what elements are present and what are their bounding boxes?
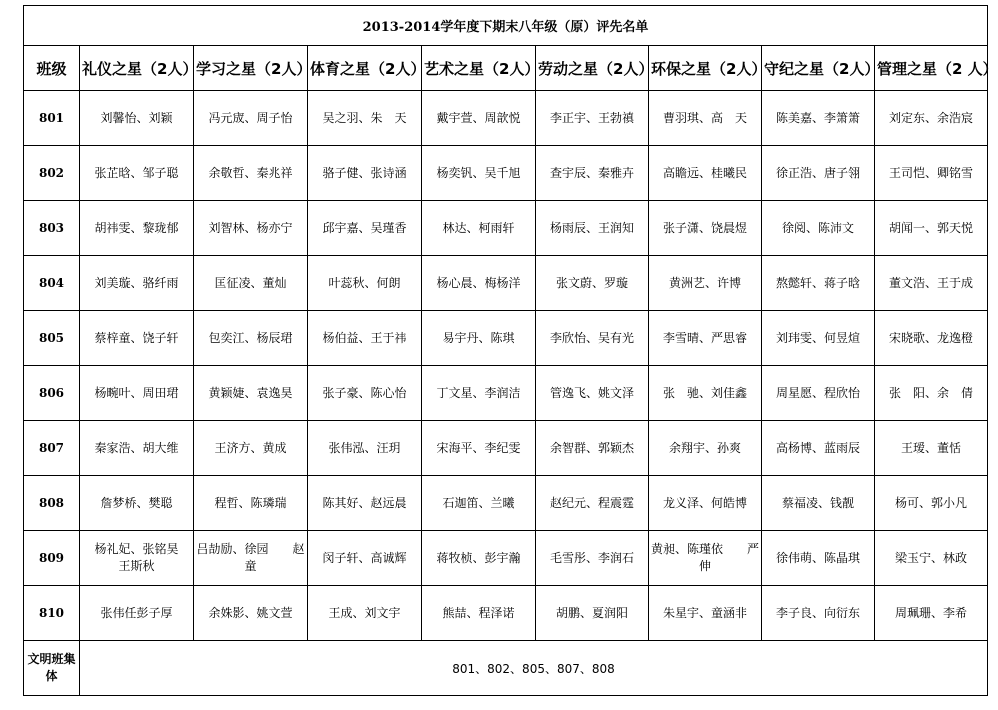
table-row: [24, 256, 988, 311]
award-names-cell: 匡征凌、董灿: [194, 256, 308, 311]
award-names-cell: 刘玮雯、何昱煊: [762, 311, 875, 366]
category-header: 劳动之星（2人）: [536, 46, 649, 91]
award-names-cell: 龙义泽、何皓博: [649, 476, 762, 531]
award-names-cell: 余敬哲、秦兆祥: [194, 146, 308, 201]
table-row: [24, 586, 988, 641]
award-names-cell: 毛雪彤、李润石: [536, 531, 649, 586]
award-names-cell: 杨礼妃、张铭昊 王斯秋: [80, 531, 194, 586]
award-names-cell: 杨奕钒、吴千旭: [422, 146, 536, 201]
award-names-cell: 查宇辰、秦雅卉: [536, 146, 649, 201]
award-names-cell: 徐阅、陈沛文: [762, 201, 875, 256]
table-row: [24, 91, 988, 146]
award-names-cell: 张芷晗、邹子聪: [80, 146, 194, 201]
class-number: 802: [24, 146, 80, 201]
award-names-cell: 李雪晴、严思睿: [649, 311, 762, 366]
class-number: 804: [24, 256, 80, 311]
category-header: 管理之星（2 人）: [875, 46, 988, 91]
award-names-cell: 张伟泓、汪玥: [308, 421, 422, 476]
civil-class-list: 801、802、805、807、808: [80, 641, 988, 696]
award-names-cell: 张伟任彭子厚: [80, 586, 194, 641]
award-names-cell: 张子潇、饶晨煜: [649, 201, 762, 256]
award-names-cell: 李正宇、王勃禛: [536, 91, 649, 146]
award-names-cell: 林达、柯雨轩: [422, 201, 536, 256]
class-number: 807: [24, 421, 80, 476]
category-header: 守纪之星（2人）: [762, 46, 875, 91]
award-names-cell: 刘馨怡、刘颖: [80, 91, 194, 146]
award-names-cell: 熬懿轩、蒋子晗: [762, 256, 875, 311]
award-names-cell: 胡闻一、郭天悦: [875, 201, 988, 256]
award-names-cell: 包奕江、杨辰珺: [194, 311, 308, 366]
award-names-cell: 王成、刘文宇: [308, 586, 422, 641]
award-names-cell: 刘定东、余浩宸: [875, 91, 988, 146]
category-header: 环保之星（2人）: [649, 46, 762, 91]
award-names-cell: 杨伯益、王于祎: [308, 311, 422, 366]
class-number: 808: [24, 476, 80, 531]
award-names-cell: 张子豪、陈心怡: [308, 366, 422, 421]
civil-class-row: [24, 641, 988, 696]
class-number: 810: [24, 586, 80, 641]
table-row: [24, 201, 988, 256]
award-names-cell: 闵子轩、高诚辉: [308, 531, 422, 586]
award-names-cell: 詹梦桥、樊聪: [80, 476, 194, 531]
award-names-cell: 朱星宇、童涵非: [649, 586, 762, 641]
category-header: 艺术之星（2人）: [422, 46, 536, 91]
award-names-cell: 周珮珊、李希: [875, 586, 988, 641]
award-names-cell: 刘智林、杨亦宁: [194, 201, 308, 256]
award-names-cell: 高杨博、蓝雨辰: [762, 421, 875, 476]
category-header: 学习之星（2人）: [194, 46, 308, 91]
award-names-cell: 冯元宬、周子怡: [194, 91, 308, 146]
award-names-cell: 秦家浩、胡大维: [80, 421, 194, 476]
table-row: [24, 421, 988, 476]
award-names-cell: 蒋牧桢、彭宇瀚: [422, 531, 536, 586]
award-names-cell: 黄颖婕、袁逸昊: [194, 366, 308, 421]
award-names-cell: 吴之羽、朱 天: [308, 91, 422, 146]
award-names-cell: 张文蔚、罗璇: [536, 256, 649, 311]
sheet-title: 2013-2014学年度下期末八年级（原）评先名单: [24, 6, 988, 46]
award-sheet: [23, 5, 998, 696]
header-row: [24, 46, 988, 91]
class-number: 801: [24, 91, 80, 146]
award-names-cell: 余姝影、姚文萱: [194, 586, 308, 641]
class-header: 班级: [24, 46, 80, 91]
award-names-cell: 石迦笛、兰曦: [422, 476, 536, 531]
table-row: [24, 531, 988, 586]
category-header: 礼仪之星（2人）: [80, 46, 194, 91]
award-names-cell: 程哲、陈璘瑞: [194, 476, 308, 531]
award-names-cell: 张 阳、余 倩: [875, 366, 988, 421]
award-names-cell: 徐正浩、唐子翎: [762, 146, 875, 201]
title-row: [24, 6, 988, 46]
award-names-cell: 杨心晨、梅杨洋: [422, 256, 536, 311]
award-names-cell: 胡祎雯、黎珑郁: [80, 201, 194, 256]
award-names-cell: 杨可、郭小凡: [875, 476, 988, 531]
award-names-cell: 宋海平、李纪雯: [422, 421, 536, 476]
award-names-cell: 蔡福凌、钱靓: [762, 476, 875, 531]
award-names-cell: 李子良、向衍东: [762, 586, 875, 641]
award-names-cell: 骆子健、张诗涵: [308, 146, 422, 201]
award-names-cell: 周星愿、程欣怡: [762, 366, 875, 421]
award-names-cell: 邱宇嘉、吴瑾香: [308, 201, 422, 256]
award-names-cell: 管逸飞、姚文泽: [536, 366, 649, 421]
award-names-cell: 戴宇萱、周歆悦: [422, 91, 536, 146]
award-names-cell: 杨雨辰、王润知: [536, 201, 649, 256]
award-names-cell: 余翔宇、孙爽: [649, 421, 762, 476]
award-names-cell: 杨畹叶、周田珺: [80, 366, 194, 421]
class-number: 803: [24, 201, 80, 256]
table-row: [24, 366, 988, 421]
award-names-cell: 王司恺、卿铭雪: [875, 146, 988, 201]
award-names-cell: 胡鹏、夏润阳: [536, 586, 649, 641]
award-names-cell: 徐伟萌、陈晶琪: [762, 531, 875, 586]
award-table: [23, 5, 998, 696]
award-names-cell: 宋晓歌、龙逸橙: [875, 311, 988, 366]
award-names-cell: 董文浩、王于成: [875, 256, 988, 311]
civil-class-label: 文明班集体: [24, 641, 80, 696]
class-number: 806: [24, 366, 80, 421]
award-names-cell: 黄洲艺、许博: [649, 256, 762, 311]
class-number: 805: [24, 311, 80, 366]
award-names-cell: 吕劼励、徐园 赵童: [194, 531, 308, 586]
award-names-cell: 余智群、郭颖杰: [536, 421, 649, 476]
award-names-cell: 王济方、黄成: [194, 421, 308, 476]
award-names-cell: 丁文星、李润洁: [422, 366, 536, 421]
award-names-cell: 梁玉宁、林政: [875, 531, 988, 586]
award-names-cell: 曹羽琪、高 天: [649, 91, 762, 146]
category-header: 体育之星（2人）: [308, 46, 422, 91]
award-names-cell: 李欣怡、吴有光: [536, 311, 649, 366]
award-names-cell: 陈美嘉、李箫箫: [762, 91, 875, 146]
award-names-cell: 黄昶、陈瑾依 严伸: [649, 531, 762, 586]
table-row: [24, 476, 988, 531]
class-number: 809: [24, 531, 80, 586]
award-names-cell: 张 驰、刘佳鑫: [649, 366, 762, 421]
table-row: [24, 311, 988, 366]
award-names-cell: 刘美璇、骆纤雨: [80, 256, 194, 311]
award-names-cell: 熊喆、程泽诺: [422, 586, 536, 641]
table-row: [24, 146, 988, 201]
award-names-cell: 赵纪元、程震霆: [536, 476, 649, 531]
award-names-cell: 易宇丹、陈琪: [422, 311, 536, 366]
award-names-cell: 叶蕊秋、何朗: [308, 256, 422, 311]
award-names-cell: 蔡梓童、饶子轩: [80, 311, 194, 366]
award-names-cell: 陈其好、赵远晨: [308, 476, 422, 531]
award-names-cell: 王瑷、董恬: [875, 421, 988, 476]
award-names-cell: 高瞻远、桂曦民: [649, 146, 762, 201]
